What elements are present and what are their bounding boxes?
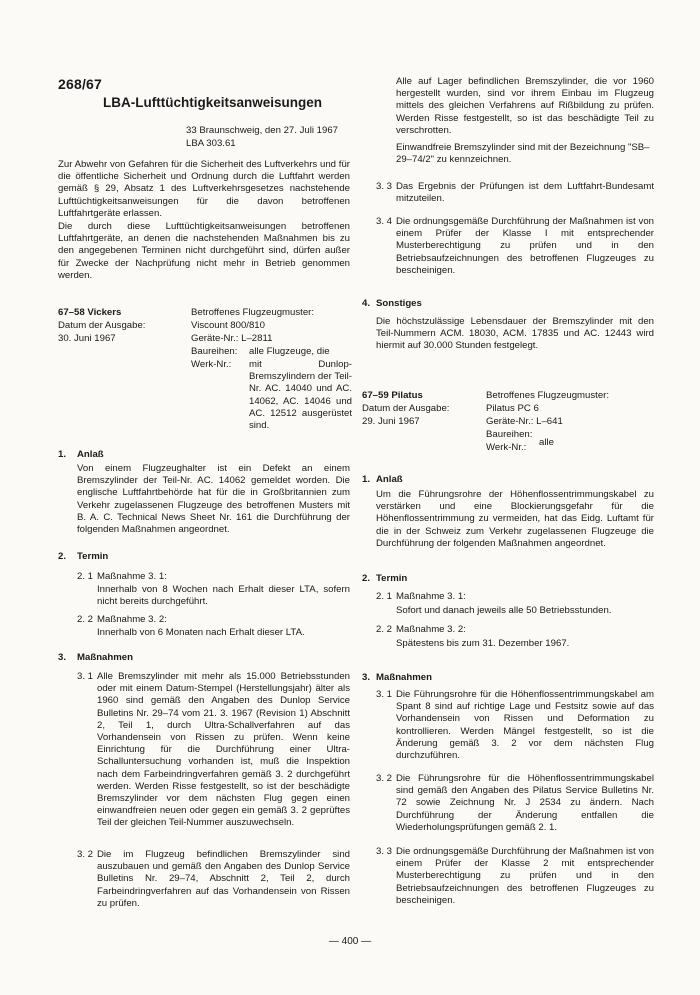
ad1-item-3-1-num: 3. 1 (77, 671, 94, 682)
ad1-baureihen: alle Flugzeuge, die (249, 346, 330, 357)
ad2-item-2-1-title: 2. 1 Maßnahme 3. 1: (376, 591, 466, 602)
doc-number: 268/67 (58, 76, 103, 92)
ad2-type-label: Betroffenes Flugzeugmuster: (486, 390, 610, 401)
ad2-item-3-2-text: Die Führungsrohre für die Höhenflossentrimmungskabel sind gemäß den Angaben des Pilatus Service Bulletins Nr. 72 sowie Zeichnung Nr. J 2534 zu ändern. Nach Durchführung der Änderung entfallen die Wiederholungsprüfungen gemäß 2. 1. (396, 773, 654, 833)
ad2-item-3-1-text: Die Führungsrohre für die Höhenflossentrimmungskabel am Spant 8 sind auf richtige Lage und Festsitz sowie auf das Vorhandensein von Rissen und Deformation zu kontrollieren. Werden Mängel festgestellt, so ist die Änderung gemäß 3. 2 vor dem nächsten Flug durchzuführen. (396, 689, 654, 762)
ad2-geraete: Geräte-Nr.: L–641 (486, 416, 563, 427)
ad1-item-3-2-continued: Alle auf Lager befindlichen Bremszylinder, die vor 1960 hergestellt wurden, sind vor ihrem Einbau im Flugzeug mittels des gleichen Verfahrens auf Rißbildung zu prüfen. Werden Risse festgestellt, so ist das beschädigte Teil zu verschrotten. (396, 76, 654, 136)
ad1-item-2-2-title: 2. 2 Maßnahme 3. 2: (77, 614, 167, 625)
ad1-type-label: Betroffenes Flugzeugmuster: (191, 307, 315, 318)
ad1-baureihen-label: Baureihen: (191, 346, 238, 357)
place-date: 33 Braunschweig, den 27. Juli 1967 (186, 125, 339, 136)
ad1-section-1-text: Von einem Flugzeughalter ist ein Defekt an einem Bremszylinder der Teil-Nr. AC. 14062 gemeldet worden. Die englische Luftfahrtbehörde hat für die in Großbritannien zum Verkehr zugelassenen Flugzeuge des betroffenen Musters mit B. A. C. Technical News Sheet Nr. 161 die Durchführung der folgenden Maßnahmen angeordnet. (77, 463, 350, 536)
doc-ref: LBA 303.61 (186, 138, 236, 149)
ad1-werk-label: Werk-Nr.: (191, 359, 232, 370)
ad1-item-2-1-title: 2. 1 Maßnahme 3. 1: (77, 571, 167, 582)
ad1-item-3-3-num: 3. 3 (376, 181, 393, 192)
ad2-item-2-2-title: 2. 2 Maßnahme 3. 2: (376, 624, 466, 635)
ad2-item-3-2-num: 3. 2 (376, 773, 393, 784)
ad1-type: Viscount 800/810 (191, 320, 265, 331)
ad2-section-3-heading: 3. Maßnahmen (362, 672, 432, 683)
ad1-item-2-2-text: Innerhalb von 6 Monaten nach Erhalt dieser LTA. (97, 627, 305, 638)
ad1-date: 30. Juni 1967 (58, 333, 116, 344)
ad2-item-2-1-text: Sofort und danach jeweils alle 50 Betriebsstunden. (396, 605, 612, 616)
ad2-id: 67–59 Pilatus (362, 390, 423, 401)
ad1-item-3-1-text: Alle Bremszylinder mit mehr als 15.000 Betriebsstunden oder mit einem Datum-Stempel (Herstellungsjahr) älter als 1960 sind gemäß den Angaben des Dunlop Service Bulletins Nr. 29–74 vom 21. 3. 1967 (Revision 1) Abschnitt 2, Teil 1, durch Ultra-Schallverfahren auf das Vorhandensein von Rissen zu prüfen. Wenn keine Einrichtung für die Durchführung einer Ultra-Schalluntersuchung vorhanden ist, muß die Inspektion nach dem Farbeindringverfahren gemäß 3. 2 durchgeführt werden. Werden Risse festgestellt, so ist der beschädigte Bremszylinder vor dem nächsten Flug gegen einen einwandfreien neuen oder gegen ein gemäß 3. 2 geprüftes Teil der gleichen Teil-Nummer auszuwechseln. (97, 671, 350, 829)
ad1-item-3-2-text: Die im Flugzeug befindlichen Bremszylinder sind auszubauen und gemäß den Angaben des Dunlop Service Bulletins Nr. 29–74, Abschnitt 2, Teil 2, durch Farbeindringverfahren auf das Vorhandensein von Rissen zu prüfen. (97, 849, 350, 909)
intro-paragraph-2: Die durch diese Lufttüchtigkeitsanweisungen betroffenen Luftfahrtgeräte, an denen die nachstehenden Maßnahmen bis zu den angegebenen Terminen nicht durchgeführt sind, dürfen außer für Zwecke der Nachprüfung nicht mehr in Betrieb genommen werden. (58, 221, 350, 281)
ad1-item-3-4-text: Die ordnungsgemäße Durchführung der Maßnahmen ist von einem Prüfer der Klasse I mit entsprechender Musterberechtigung zu prüfen und in den Betriebsaufzeichnungen des betroffenen Flugzeuges zu bescheinigen. (396, 216, 654, 276)
ad1-item-3-3-text: Das Ergebnis der Prüfungen ist dem Luftfahrt-Bundesamt mitzuteilen. (396, 181, 654, 205)
ad1-geraete: Geräte-Nr.: L–2811 (191, 333, 273, 344)
ad1-section-4-text: Die höchstzulässige Lebensdauer der Bremszylinder mit den Teil-Nummern ACM. 18030, ACM. 17835 und AC. 12443 wird hiermit auf 30.000 Stunden festgelegt. (376, 316, 654, 352)
ad1-werk: mit Dunlop-Bremszylindern der Teil-Nr. AC. 14040 und AC. 14062, AC. 14046 und AC. 12512 ausgerüstet sind. (249, 359, 352, 432)
ad2-werk-label: Werk-Nr.: (486, 442, 527, 453)
doc-title: LBA-Lufttüchtigkeitsanweisungen (103, 95, 322, 110)
ad2-item-3-3-text: Die ordnungsgemäße Durchführung der Maßnahmen ist von einem Prüfer der Klasse 2 mit entsprechender Musterberechtigung zu prüfen und in den Betriebsaufzeichnungen des betroffenen Flugzeuges zu bescheinigen. (396, 846, 654, 906)
ad1-item-3-2-continued-2: Einwandfreie Bremszylinder sind mit der Bezeichnung "SB–29–74/2" zu kennzeichnen. (396, 142, 650, 166)
ad2-type: Pilatus PC 6 (486, 403, 539, 414)
ad2-section-1-heading: 1. Anlaß (362, 474, 403, 485)
intro-paragraph-1: Zur Abwehr von Gefahren für die Sicherheit des Luftverkehrs und für die öffentliche Sicherheit und Ordnung durch die Luftfahrt werden gemäß § 29, Absatz 1 des Luftverkehrsgesetzes nachstehende Lufttüchtigkeitsanweisungen für die davon betroffenen Luftfahrtgeräte erlassen. (58, 159, 350, 219)
ad2-item-3-3-num: 3. 3 (376, 846, 393, 857)
ad2-section-2-heading: 2. Termin (362, 573, 408, 584)
ad1-section-2-heading: 2. Termin (58, 551, 109, 562)
page-number: — 400 — (328, 936, 372, 947)
ad1-section-3-heading: 3. Maßnahmen (58, 652, 133, 663)
ad1-section-4-heading: 4. Sonstiges (362, 298, 422, 309)
ad1-date-label: Datum der Ausgabe: (58, 320, 146, 331)
ad1-item-3-2-num: 3. 2 (77, 849, 94, 860)
ad1-id: 67–58 Vickers (58, 307, 122, 318)
ad2-werk: alle (539, 437, 554, 448)
ad1-item-3-4-num: 3. 4 (376, 216, 393, 227)
ad2-section-1-text: Um die Führungsrohre der Höhenflossentrimmungskabel zu verstärken und eine Blockierungsgefahr für die Höhenflossentrimmung zu vermeiden, hat das Eidg. Luftamt für die in der Schweiz zum Verkehr zugelassenen Flugzeuge die Durchführung der folgenden Maßnahmen angeordnet. (376, 489, 654, 549)
ad2-date-label: Datum der Ausgabe: (362, 403, 450, 414)
ad2-date: 29. Juni 1967 (362, 416, 420, 427)
ad2-item-2-2-text: Spätestens bis zum 31. Dezember 1967. (396, 638, 570, 649)
ad2-item-3-1-num: 3. 1 (376, 689, 393, 700)
ad1-item-2-1-text: Innerhalb von 8 Wochen nach Erhalt dieser LTA, sofern nicht bereits durchgeführt. (97, 584, 350, 608)
ad2-baureihen-label: Baureihen: (486, 429, 533, 440)
ad1-section-1-heading: 1. Anlaß (58, 449, 104, 460)
